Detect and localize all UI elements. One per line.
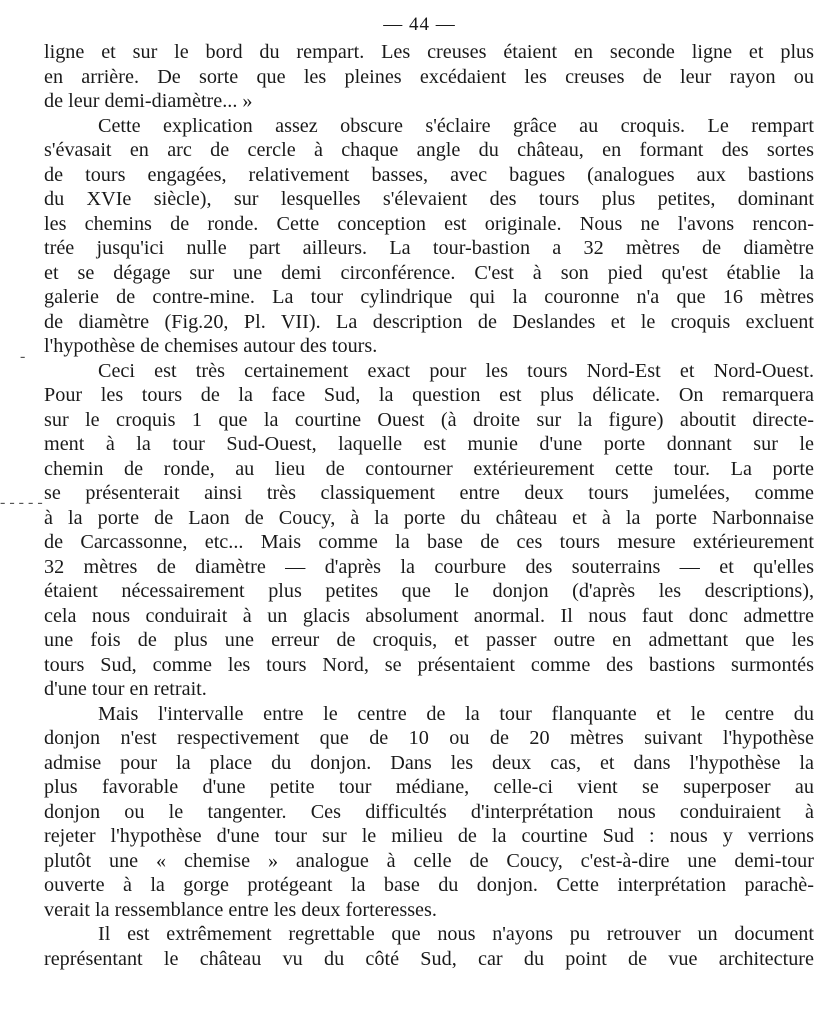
text-line: d'une tour en retrait.: [44, 678, 207, 700]
margin-mark: -: [20, 348, 26, 365]
text-line: et se dégage sur une demi circonférence. C'est à son pied qu'est établie la: [44, 261, 814, 284]
text-line: plus favorable d'une petite tour médiane, celle-ci vient se superposer au: [44, 776, 814, 798]
text-line: verait la ressemblance entre les deux forteresses.: [44, 898, 437, 921]
text-line: Mais l'intervalle entre le centre de la tour flanquante et le centre du: [98, 702, 814, 725]
margin-mark: - - - - -: [0, 494, 43, 511]
text-line: l'hypothèse de chemises autour des tours.: [44, 335, 378, 357]
text-line: de tours engagées, relativement basses, avec bagues (analogues aux bastions: [44, 163, 814, 186]
text-line: de diamètre (Fig.20, Pl. VII). La description de Deslandes et le croquis excluent: [44, 310, 814, 333]
text-line: représentant le château vu du côté Sud, car du point de vue architecture: [44, 947, 814, 970]
text-line: chemin de ronde, au lieu de contourner extérieurement cette tour. La porte: [44, 457, 814, 480]
text-line: galerie de contre-mine. La tour cylindrique qui la couronne n'a que 16 mètres: [44, 286, 814, 308]
text-line: de leur demi-diamètre... »: [44, 90, 253, 112]
text-line: s'évasait en arc de cercle à chaque angle du château, en formant des sortes: [44, 139, 814, 161]
text-line: étaient nécessairement plus petites que le donjon (d'après les descriptions),: [44, 580, 814, 602]
text-line: donjon n'est respectivement que de 10 ou de 20 mètres suivant l'hypothèse: [44, 727, 814, 749]
text-line: Il est extrêmement regrettable que nous n'ayons pu retrouver un document: [98, 923, 814, 945]
page-number: — 44 —: [383, 14, 456, 35]
text-line: à la porte de Laon de Coucy, à la porte du château et à la porte Narbonnaise: [44, 506, 814, 529]
text-line: du XVIe siècle), sur lesquelles s'élevaient des tours plus petites, dominant: [44, 188, 814, 210]
text-line: Pour les tours de la face Sud, la question est plus délicate. On remarquera: [44, 384, 814, 406]
text-line: Ceci est très certainement exact pour les tours Nord-Est et Nord-Ouest.: [98, 359, 814, 382]
text-line: admise pour la place du donjon. Dans les deux cas, et dans l'hypothèse la: [44, 751, 814, 774]
text-line: rejeter l'hypothèse d'une tour sur le milieu de la courtine Sud : nous y verrions: [44, 825, 814, 847]
text-line: cela nous conduirait à un glacis absolument anormal. Il nous faut donc admettre: [44, 604, 814, 627]
text-line: Cette explication assez obscure s'éclaire grâce au croquis. Le rempart: [98, 114, 814, 137]
text-line: donjon ou le tangenter. Ces difficultés d'interprétation nous conduiraient à: [44, 800, 814, 823]
text-line: de Carcassonne, etc... Mais comme la base de ces tours mesure extérieurement: [44, 531, 814, 553]
text-line: en arrière. De sorte que les pleines excédaient les creuses de leur rayon ou: [44, 65, 814, 88]
text-line: tours Sud, comme les tours Nord, se présentaient comme des bastions surmontés: [44, 653, 814, 676]
text-line: sur le croquis 1 que la courtine Ouest (à droite sur la figure) aboutit directe-: [44, 408, 814, 431]
text-line: se présenterait ainsi très classiquement entre deux tours jumelées, comme: [44, 482, 814, 504]
text-line: une fois de plus une erreur de croquis, et passer outre en admettant que les: [44, 629, 814, 651]
text-line: plutôt une « chemise » analogue à celle de Coucy, c'est-à-dire une demi-tour: [44, 849, 814, 872]
text-line: ligne et sur le bord du rempart. Les creuses étaient en seconde ligne et plus: [44, 41, 814, 63]
text-line: ment à la tour Sud-Ouest, laquelle est munie d'une porte donnant sur le: [44, 433, 814, 455]
text-line: trée jusqu'ici nulle part ailleurs. La tour-bastion a 32 mètres de diamètre: [44, 237, 814, 259]
text-line: ouverte à la gorge protégeant la base du donjon. Cette interprétation parachè-: [44, 874, 814, 896]
text-line: les chemins de ronde. Cette conception est originale. Nous ne l'avons rencon-: [44, 212, 814, 235]
text-line: 32 mètres de diamètre — d'après la courbure des souterrains — et qu'elles: [44, 555, 814, 578]
body-text: [44, 40, 814, 971]
